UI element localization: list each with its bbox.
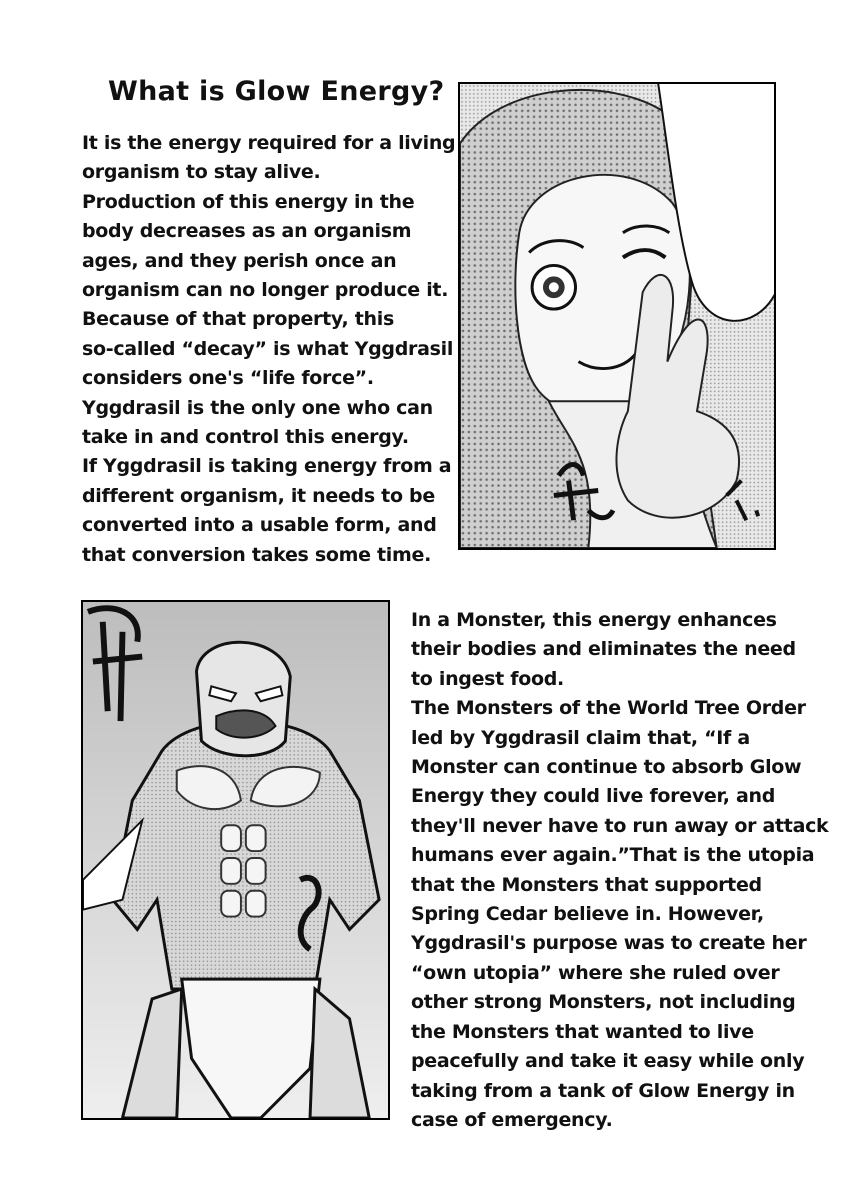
text-line: The Monsters of the World Tree Order bbox=[411, 697, 806, 720]
text-line: other strong Monsters, not including bbox=[411, 991, 796, 1014]
text-line: considers one's “life force”. bbox=[82, 367, 374, 390]
text-line: so-called “decay” is what Yggdrasil bbox=[82, 337, 454, 360]
page-title: What is Glow Energy? bbox=[108, 76, 445, 107]
text-line: humans ever again.”That is the utopia bbox=[411, 844, 815, 867]
text-line: Spring Cedar believe in. However, bbox=[411, 903, 764, 926]
text-line: taking from a tank of Glow Energy in bbox=[411, 1079, 795, 1102]
monster-glow-energy-text bbox=[411, 606, 828, 1135]
text-line: Production of this energy in the bbox=[82, 190, 415, 213]
text-line: their bodies and eliminates the need bbox=[411, 638, 796, 661]
text-line: the Monsters that wanted to live bbox=[411, 1020, 754, 1043]
text-line: Yggdrasil's purpose was to create her bbox=[411, 932, 807, 955]
text-line: take in and control this energy. bbox=[82, 426, 409, 449]
text-line: to ingest food. bbox=[411, 667, 564, 690]
text-line: led by Yggdrasil claim that, “If a bbox=[411, 726, 750, 749]
text-line: body decreases as an organism bbox=[82, 220, 412, 243]
manga-panel-woman-winking bbox=[458, 82, 776, 550]
woman-winking-illustration bbox=[460, 84, 774, 548]
text-line: organism to stay alive. bbox=[82, 161, 321, 184]
text-line: If Yggdrasil is taking energy from a bbox=[82, 455, 452, 478]
text-line: Energy they could live forever, and bbox=[411, 785, 776, 808]
text-line: It is the energy required for a living bbox=[82, 132, 456, 154]
text-line: Yggdrasil is the only one who can bbox=[82, 396, 433, 419]
text-line: “own utopia” where she ruled over bbox=[411, 961, 780, 984]
text-line: they'll never have to run away or attack bbox=[411, 814, 829, 837]
text-line: peacefully and take it easy while only bbox=[411, 1050, 805, 1073]
text-line: different organism, it needs to be bbox=[82, 484, 435, 507]
text-line: converted into a usable form, and bbox=[82, 514, 437, 537]
glow-energy-definition-text bbox=[82, 129, 455, 570]
text-line: ages, and they perish once an bbox=[82, 249, 397, 272]
manga-panel-muscular-monster bbox=[81, 600, 390, 1120]
muscular-monster-illustration bbox=[83, 602, 388, 1118]
text-line: that the Monsters that supported bbox=[411, 873, 762, 896]
text-line: In a Monster, this energy enhances bbox=[411, 609, 777, 631]
text-line: case of emergency. bbox=[411, 1108, 613, 1131]
text-line: Because of that property, this bbox=[82, 308, 394, 331]
text-line: that conversion takes some time. bbox=[82, 543, 432, 566]
text-line: organism can no longer produce it. bbox=[82, 279, 449, 302]
text-line: Monster can continue to absorb Glow bbox=[411, 756, 802, 779]
